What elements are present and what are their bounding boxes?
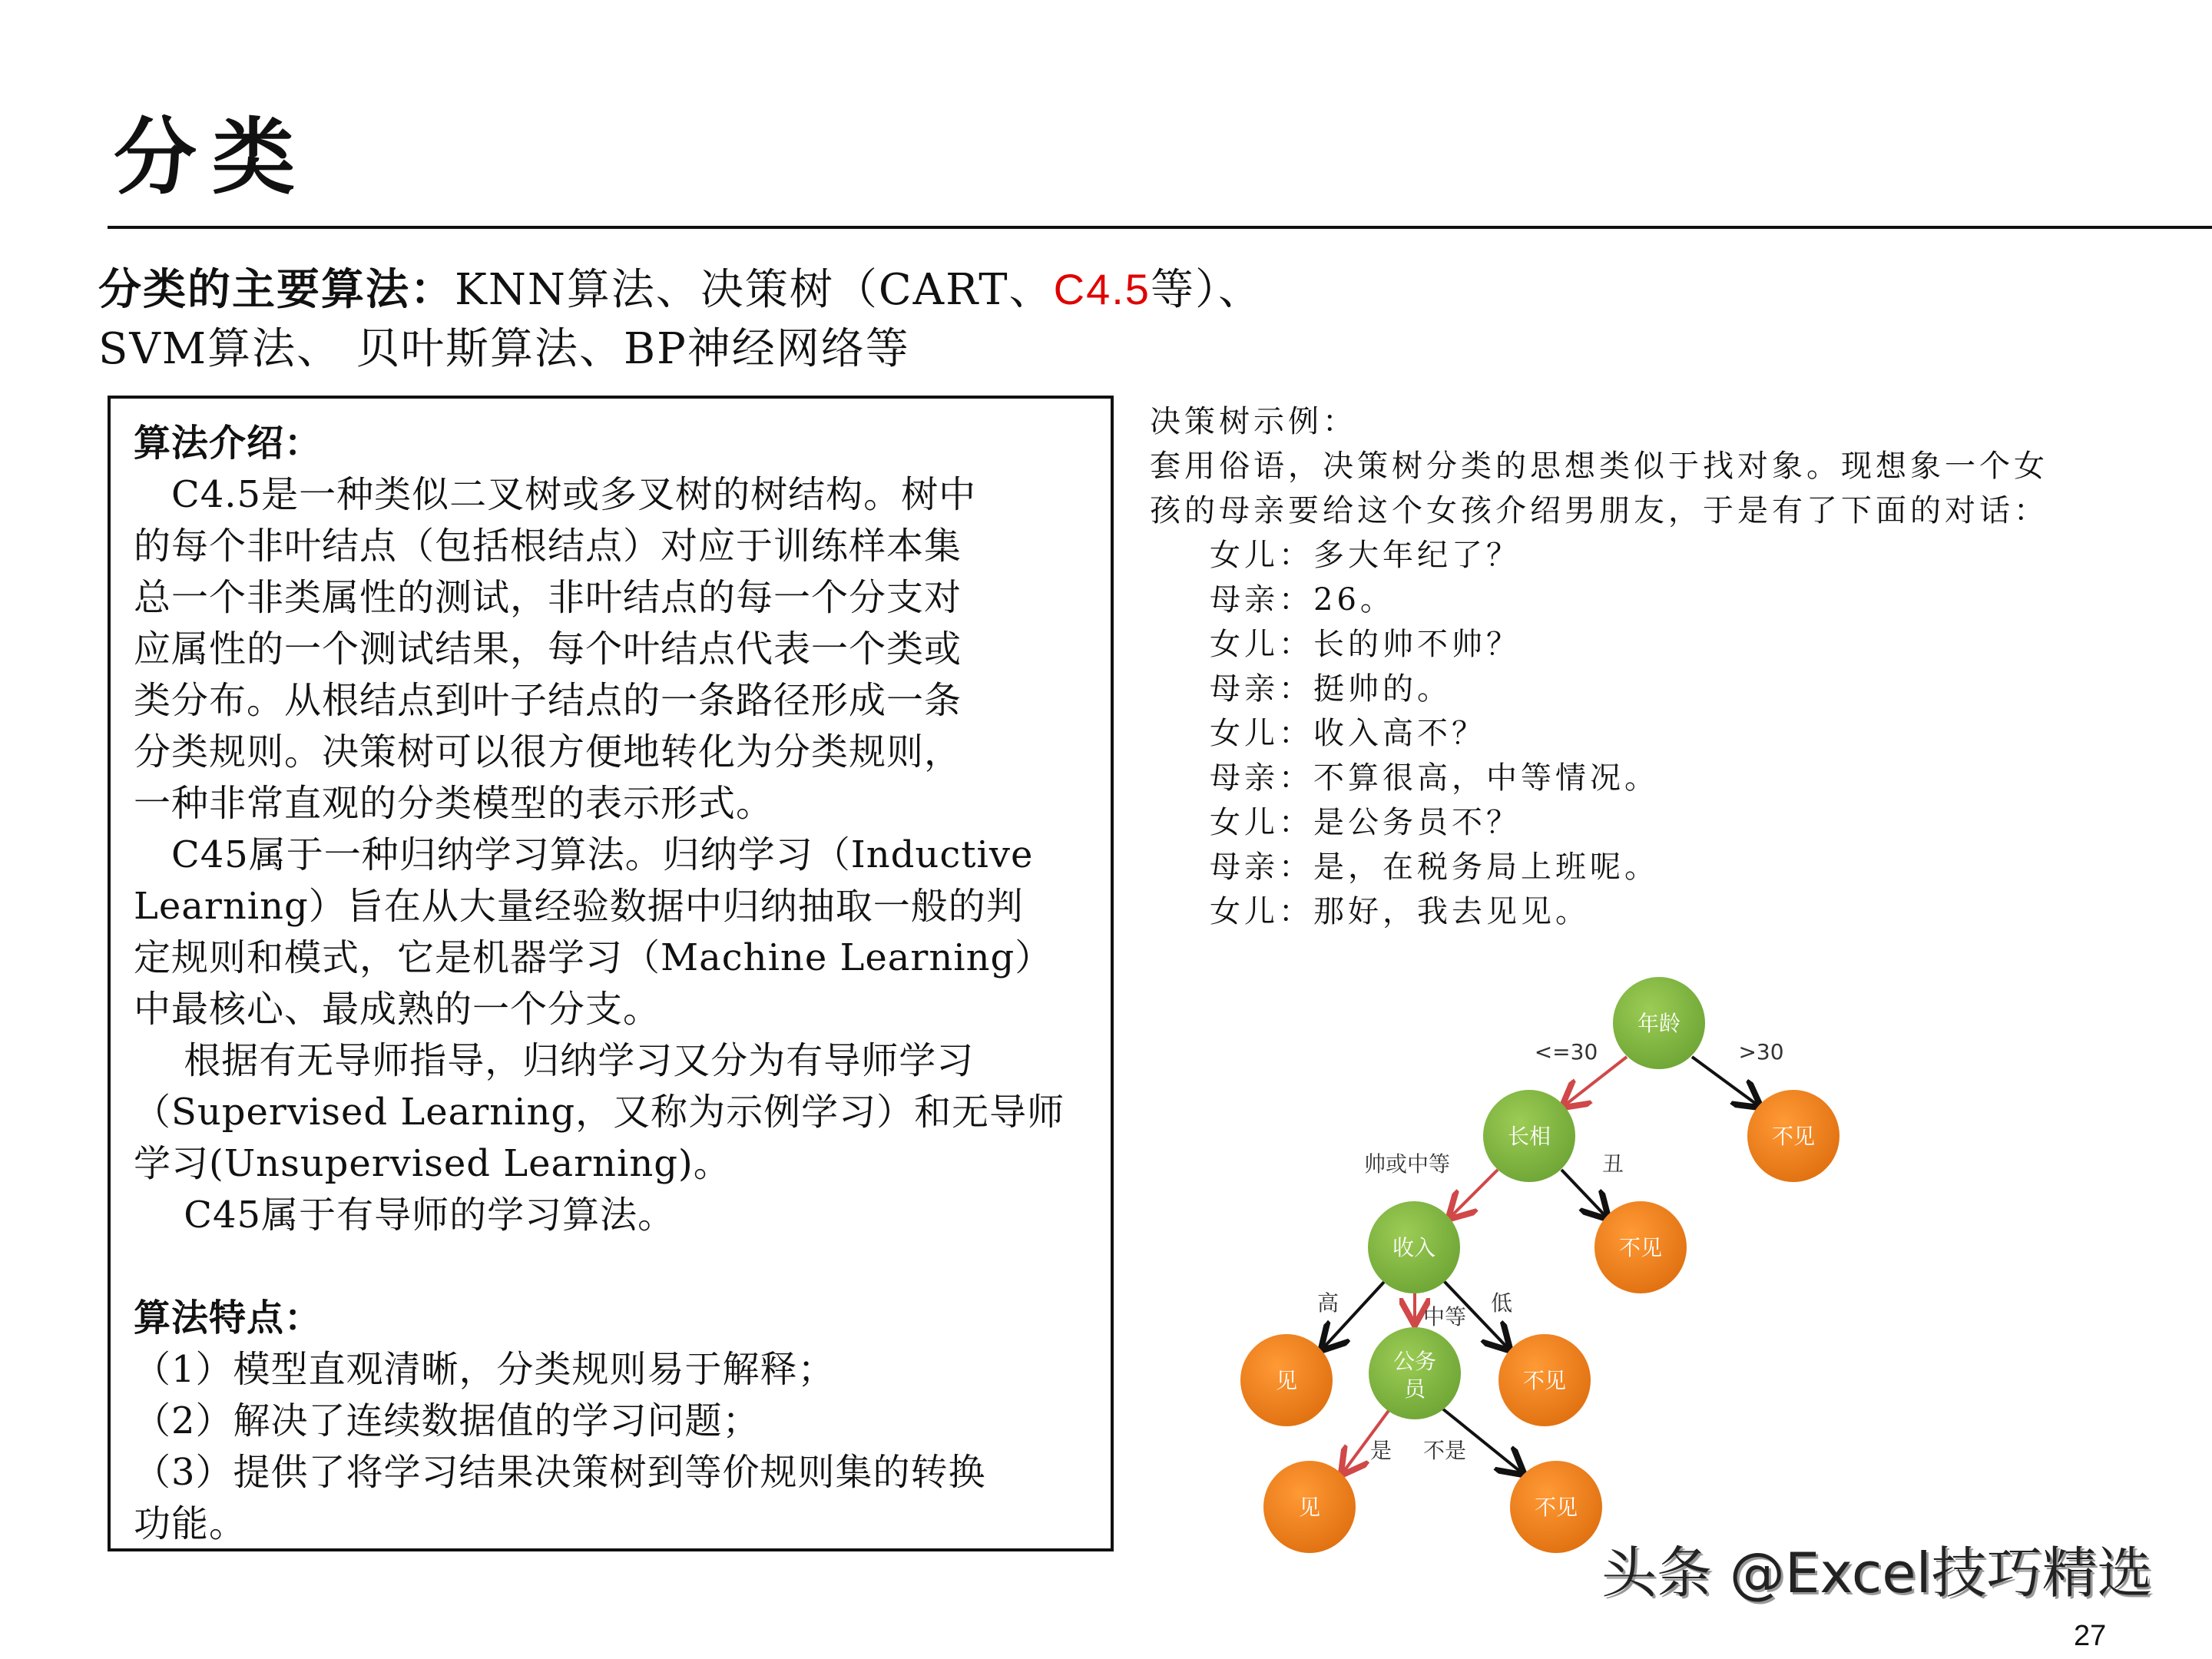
example-line: 母亲：不算很高，中等情况。 — [1210, 760, 1659, 796]
intro-line: C45属于一种归纳学习算法。归纳学习（Inductive — [134, 833, 1034, 876]
example-line: 女儿：收入高不？ — [1210, 716, 1486, 751]
intro-line: 分类规则。决策树可以很方便地转化为分类规则， — [134, 730, 962, 773]
subtitle-line-2: SVM算法、 贝叶斯算法、BP神经网络等 — [98, 324, 910, 374]
example-line: 女儿：那好，我去见见。 — [1210, 894, 1590, 929]
example-line: 女儿：多大年纪了？ — [1210, 538, 1521, 573]
edge-label-yes: 是 — [1369, 1438, 1392, 1463]
example-line: 孩的母亲要给这个女孩介绍男朋友，于是有了下面的对话： — [1150, 493, 2048, 528]
edge-label-handsome: 帅或中等 — [1363, 1151, 1451, 1177]
node-label-civil-2: 员 — [1403, 1376, 1426, 1402]
intro-line: （1）模型直观清晰，分类规则易于解释； — [134, 1348, 836, 1391]
edge-ugly — [1561, 1170, 1607, 1217]
intro-line: （3）提供了将学习结果决策树到等价规则集的转换 — [134, 1451, 986, 1494]
edge-label-high: 高 — [1316, 1290, 1339, 1316]
page-number: 27 — [2074, 1620, 2107, 1652]
edge-handsome — [1450, 1170, 1498, 1217]
intro-line: 根据有无导师指导，归纳学习又分为有导师学习 — [134, 1039, 975, 1082]
edge-label-ugly: 丑 — [1601, 1151, 1624, 1177]
intro-line: Learning）旨在从大量经验数据中归纳抽取一般的判 — [134, 885, 1024, 928]
intro-line: 学习(Unsupervised Learning)。 — [134, 1142, 731, 1185]
intro-line: C4.5是一种类似二叉树或多叉树的树结构。树中 — [134, 473, 977, 516]
example-line: 母亲：是，在税务局上班呢。 — [1210, 849, 1659, 885]
edge-label-gt30: >30 — [1738, 1039, 1784, 1065]
intro-line: 定规则和模式，它是机器学习（Machine Learning） — [134, 936, 1053, 979]
intro-line: 的每个非叶结点（包括根结点）对应于训练样本集 — [134, 525, 962, 568]
edge-label-medium: 中等 — [1422, 1304, 1467, 1330]
node-label-yes-2: 见 — [1298, 1495, 1321, 1520]
subtitle-highlight: C4.5 — [1053, 265, 1151, 313]
example-line: 套用俗语，决策树分类的思想类似于找对象。现想象一个女 — [1150, 449, 2048, 484]
edge-label-le30: <=30 — [1534, 1039, 1598, 1065]
subtitle-algorithms: KNN算法、决策树（CART、 — [455, 265, 1054, 315]
edge-label-no: 不是 — [1422, 1438, 1467, 1463]
node-label-no-4: 不见 — [1534, 1495, 1578, 1520]
node-label-age: 年龄 — [1637, 1011, 1681, 1036]
intro-line: 总一个非类属性的测试，非叶结点的每一个分支对 — [134, 576, 962, 619]
intro-line: C45属于有导师的学习算法。 — [134, 1194, 676, 1237]
intro-line: 应属性的一个测试结果，每个叶结点代表一个类或 — [134, 628, 962, 671]
intro-line: 功能。 — [134, 1502, 247, 1545]
intro-line: 类分布。从根结点到叶子结点的一条路径形成一条 — [134, 679, 962, 722]
example-line: 决策树示例： — [1150, 404, 1357, 439]
example-line: 女儿：长的帅不帅？ — [1210, 627, 1521, 662]
intro-line: （2）解决了连续数据值的学习问题； — [134, 1399, 760, 1442]
page-title: 分类 — [114, 109, 311, 206]
example-line: 母亲：挺帅的。 — [1210, 671, 1452, 707]
node-label-civil-1: 公务 — [1392, 1349, 1437, 1374]
intro-heading: 算法介绍： — [134, 422, 323, 465]
intro-line: 一种非常直观的分类模型的表示形式。 — [134, 782, 774, 825]
node-label-no-2: 不见 — [1618, 1235, 1663, 1260]
watermark: 头条 @Excel技巧精选 — [1601, 1541, 2153, 1605]
intro-line: 中最核心、最成熟的一个分支。 — [134, 988, 661, 1031]
subtitle-label: 分类的主要算法： — [98, 264, 455, 315]
node-label-no-3: 不见 — [1522, 1368, 1567, 1393]
intro-line: （Supervised Learning，又称为示例学习）和无导师 — [134, 1091, 1065, 1134]
node-label-yes-1: 见 — [1275, 1368, 1298, 1393]
subtitle-algorithms-end: 等）、 — [1150, 265, 1263, 315]
node-label-income: 收入 — [1392, 1235, 1436, 1260]
edge-label-low: 低 — [1490, 1290, 1513, 1316]
example-line: 母亲：26。 — [1210, 582, 1395, 618]
example-line: 女儿：是公务员不？ — [1210, 805, 1521, 840]
node-label-looks: 长相 — [1507, 1124, 1551, 1149]
intro-heading: 算法特点： — [134, 1296, 323, 1339]
node-label-no-1: 不见 — [1771, 1124, 1816, 1149]
